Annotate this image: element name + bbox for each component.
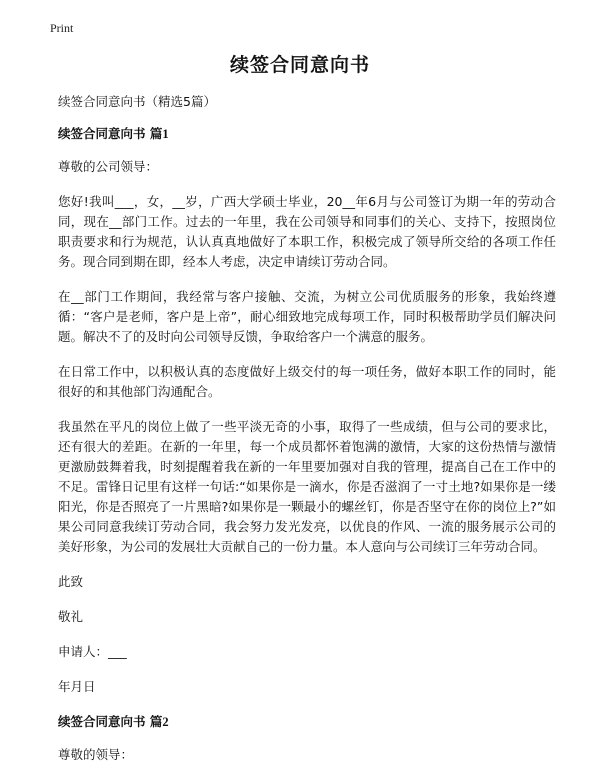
paragraph: 在日常工作中，以积极认真的态度做好上级交付的每一项任务，做好本职工作的同时，能很好的和其他部门沟通配合。 <box>58 364 556 399</box>
paragraph: 您好!我叫___，女，__岁，广西大学硕士毕业，20__年6月与公司签订为期一年的劳动合同，现在__部门工作。过去的一年里，我在公司领导和同事们的关心、支持下，按照岗位职责要求和行为规范，认认真真地做好了本职工作，积极完成了领导所交给的各项工作任务。现合同到期在即，经本人考虑，决定申请续订劳动合同。 <box>58 194 556 269</box>
section-heading-text: 续签合同意向书 篇 <box>58 126 163 141</box>
section-heading-2 <box>58 712 556 732</box>
paragraph: 在__部门工作期间，我经常与客户接触、交流，为树立公司优质服务的形象，我始终遵循：“客户是老师，客户是上帝”，耐心细致地完成每项工作，同时积极帮助学员们解决问题。解决不了的及时向公司领导反馈，争取给客户一个满意的服务。 <box>58 289 556 344</box>
date-line: 年月日 <box>58 679 96 694</box>
paragraph: 我虽然在平凡的岗位上做了一些平淡无奇的小事，取得了一些成绩，但与公司的要求比，还有很大的差距。在新的一年里，每一个成员都怀着饱满的激情，大家的这份热情与激情更激励鼓舞着我，时刻提醒着我在新的一年里要加强对自我的管理，提高自己在工作中的不足。雷锋日记里有这样一句话:“如果你是一滴水，你是否滋润了一寸土地?如果你是一缕阳光，你是否照亮了一片黑暗?如果你是一颗最小的螺丝钉，你是否坚守在你的岗位上?”如果公司同意我续订劳动合同，我会努力发光发亮，以优良的作风、一流的服务展示公司的美好形象，为公司的发展壮大贡献自己的一份力量。本人意向与公司续订三年劳动合同。 <box>58 419 556 554</box>
document-title: 续签合同意向书 <box>229 54 370 76</box>
print-link[interactable]: Print <box>50 21 74 35</box>
document-subtitle: 续签合同意向书（精选5篇） <box>58 94 216 109</box>
applicant-line: 申请人：___ <box>58 644 127 659</box>
salute-line: 敬礼 <box>58 609 84 624</box>
document-body <box>58 92 556 780</box>
section-number: 1 <box>162 127 169 141</box>
section-number: 2 <box>162 715 169 729</box>
greeting: 尊敬的公司领导： <box>58 159 159 174</box>
section-heading-text: 续签合同意向书 篇 <box>58 714 163 729</box>
section-heading-1 <box>58 124 556 144</box>
greeting: 尊敬的领导： <box>58 747 134 762</box>
closing-line: 此致 <box>58 574 84 589</box>
